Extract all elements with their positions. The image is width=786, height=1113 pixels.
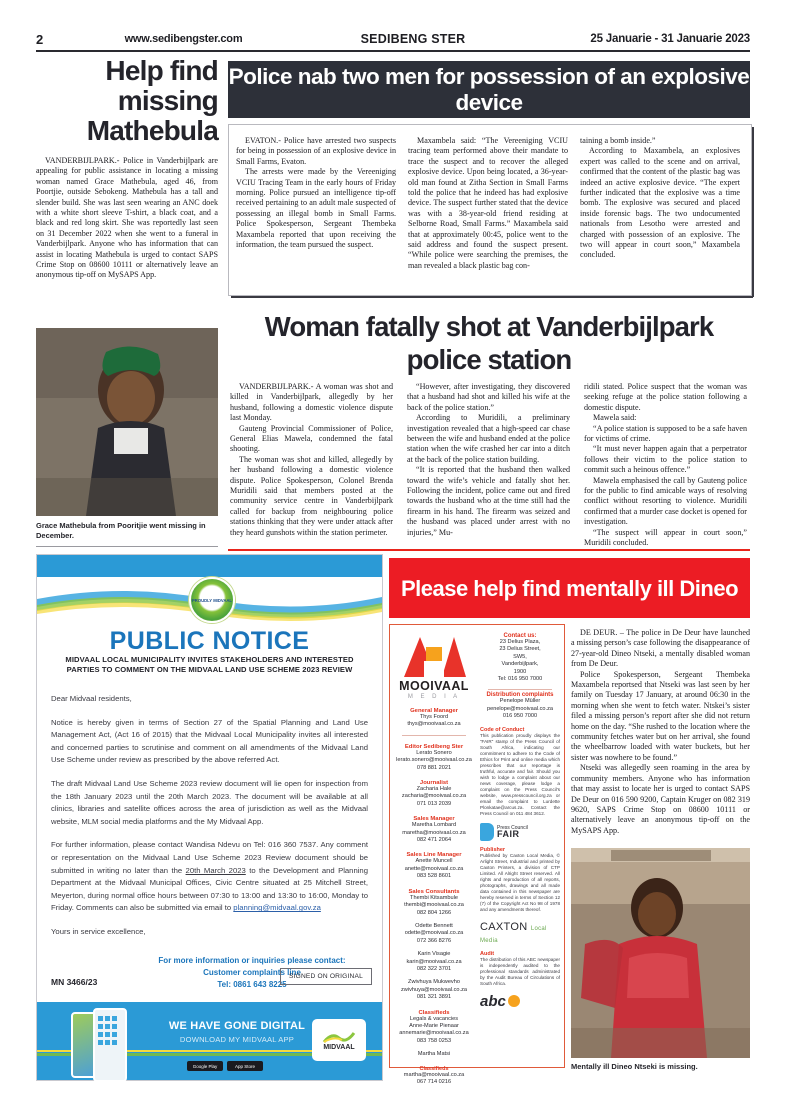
staff-email-8[interactable]: zwivhuya@mooivaal.co.za [401,986,467,993]
dineo-p3: Ntseki was allegedly seen roaming in the area by community members. Anyone who has information that may assist to locate her is urged to contact SAPS De Deur on 016 590 9200, Captain Kruger on 082 319 9620, SAPS Crime Stop on 08600 10111 or alternatively leave an anonymous tip-off on the MySAPS App. [571,763,750,835]
staff-role-5: Sales Consultants [408,888,460,895]
staff-role-9: Classifieds [418,1009,450,1016]
midvaal-app-label: MIDVAAL [323,1043,355,1051]
notice-para-2: The draft Midvaal Land Use Scheme 2023 review document will lie open for inspection from the 18th January 2023 until the 20th March 2023. The document will be available at all clinics, libraries and satellite offices across the area of jurisdiction as well as the Midvaal website, MLM social media platforms and the My Midvaal App. [51,778,368,826]
staff-email-3[interactable]: maretha@mooivaal.co.za [402,829,466,836]
staff-name-6: Odette Bennett [415,922,453,929]
staff-role-1: Editor Sedibeng Ster [404,743,464,750]
headline-woman-shot: Woman fatally shot at Vanderbijlpark police station [264,311,714,375]
staff-tel-5: 082 804 1266 [416,909,452,916]
audit-heading: Audit [480,950,495,957]
app-store-badge[interactable]: App Store [227,1061,263,1071]
phone-illustration-front [93,1008,127,1082]
staff-name-10: Anne-Marie Pienaar [409,1022,459,1029]
staff-role-4: Sales Line Manager [406,852,462,859]
audit-body: The distribution of this ABC newspaper is independently audited to the professional standards administrated by the Audit Bureau of Circulations of South Africa. [480,956,560,986]
contact-line-2: SW5, [513,653,527,660]
staff-tel-8: 081 321 3891 [416,994,452,1001]
advert-top-band [37,555,382,577]
digital-app-banner[interactable] [37,1002,382,1080]
press-council-label: Press Council [497,824,528,831]
left-column-rule [36,546,218,547]
fair-logo-text [497,825,528,839]
woman-col2-p1: “However, after investigating, they discovered that a husband had shot and killed his wife at the back of the police station.” [407,382,570,412]
headline-dineo: Please help find mentally ill Dineo [389,558,750,618]
contact-line-5: Tel: 016 950 7000 [497,676,543,683]
contact-heading: Contact us: [503,633,537,639]
mooivaal-contact-column [480,631,560,1010]
public-notice-title: PUBLIC NOTICE [109,627,310,655]
woman-col3-p5: Mawela emphasised the call by Gauteng police for the public to find amicable ways of resolving conflict without resorting to violence. Muridili confirmed that a murder case docket is opened for investigation. [584,475,747,527]
staff-tel-4: 083 528 8601 [416,873,452,880]
photo-dineo-ntseki [571,848,750,1058]
publisher-body: Published by Caxton Local Media, © Arlight Street, Industrial and printed by Caxton Printers, a division of CTP Limited. All Alright Street reserved. All rights and reproduction of all reports, photographs, drawings and all made data contained in this newspaper are hereby reserved in terms of Section 12 (7) of the Copyright Act No 98 of 1978 and any amendments thereof. [480,852,560,912]
caxton-logo [480,921,560,945]
notice-reference-number: MN 3466/23 [51,977,98,987]
dineo-p2: Police Spokesperson, Sergeant Thembeka Maxambela reportsed that Ntseki was last seen by her family on Tuesday 17 January, at around 06:30 in the morning when she went to fetch water. Ntskei’s sister filed a missing person’s report after she did not return home on the day. “She rushed to the location where the community fetches water but on her arrival, she found the wheelbarrow loaded with water buckets, but her sister was nowhere to be found.” [571,669,750,762]
notice-para-3a: For further information, please contact Wandisa Ndevu on Tel: 016 360 7537. Any comment or representation on the Midvaal Land Use Scheme 2023 Review document should be submitted in writing no later than the [51,840,368,875]
woman-col2-p2: According to Muridili, a preliminary investigation revealed that a high-speed car chase between the wife and husband ended at the police station when the wife crashed her car into a ditch at the back of the police station building. [407,413,570,464]
notice-contact-line-3: Tel: 0861 643 8225 [217,980,287,989]
woman-col1-p1: VANDERBIJLPARK.- A woman was shot and killed in Vanderbijlpark, allegedly by her husband, following a domestic violence dispute last Monday. [230,382,393,423]
red-divider-rule [228,549,750,551]
staff-email-0[interactable]: thys@mooivaal.co.za [407,721,461,728]
abc-logo [480,993,560,1010]
police-col1-p1: EVATON.- Police have arrested two suspects for being in possession of an explosive device in Small Farms, Evaton. [236,136,396,166]
staff-name-3: Maretha Lombard [411,822,457,829]
website-url[interactable]: www.sedibengster.com [124,33,243,45]
staff-tel-11: 067 714 0216 [416,1079,452,1085]
police-col2-p1: Maxambela said: “The Vereeniging VCIU tracing team performed above their mandate to trace the suspect and to recover the alleged explosive device. Upon being located, a 36-year-old man found at Zitha Section in Small Farms told the police that he indeed has had explosive device. The suspect further stated that the device was with a 38-year-old friend residing at Selborne Road, Small Farms.” Maxambela said that at approximately 00:45, police went to the said address and found the suspect present. “While police were searching the premises, the man revealed a black plastic bag con- [408,136,568,270]
staff-email-2[interactable]: zacharia@mooivaal.co.za [401,793,467,800]
staff-name-11: Martha Matsi [417,1051,451,1058]
staff-tel-9: 083 758 0253 [416,1037,452,1044]
signed-on-original-stamp: SIGNED ON ORIGINAL [280,968,372,985]
caption-dineo: Mentally ill Dineo Ntseki is missing. [571,1062,698,1071]
staff-name-1: Lerato Sonero [416,749,452,756]
contact-line-1: 23 Delius Street, [499,646,541,653]
public-notice-subtitle: MIDVAAL LOCAL MUNICIPALITY INVITES STAKEHOLDERS AND INTERESTED PARTIES TO COMMENT ON THE MIDVAAL LAND USE SCHEME 2023 REVIEW [65,655,354,675]
code-of-conduct-heading: Code of Conduct [480,726,525,733]
dineo-p1: DE DEUR. – The police in De Deur have launched a missing person’s case following the disappearance of 27-year-old Dineo Ntseki, a mentally disabled woman from De Deur. [571,628,750,669]
police-column-3 [580,136,740,271]
woman-col2-p3: “It is reported that the husband then walked toward the wife’s vehicle and fatally shot her. Following the incident, police came out and fired towards the husband who at the time still had the firearm in his hand. The firearm was seized and the husband was placed under arrest with no injuries,” Mu- [407,465,570,537]
mooivaal-media-masthead-box [389,624,565,1085]
police-column-1 [236,136,396,271]
publisher-heading: Publisher [480,846,506,853]
staff-email-1[interactable]: lerato.sonero@mooivaal.co.za [396,757,472,764]
woman-col3-p6: “The suspect will appear in court soon,” Muridili concluded. [584,527,747,548]
police-col3-p1: taining a bomb inside.” [580,136,656,145]
woman-column-2 [407,382,570,549]
distribution-name: Penelope Müller [499,698,541,705]
caption-mathebula: Grace Mathebula from Pooritjie went missing in December. [36,521,206,540]
staff-name-2: Zacharia Hale [416,786,452,793]
proudly-midvaal-badge: PROUDLY MIDVAAL [189,577,235,623]
mooivaal-staff-column [394,631,474,1086]
staff-tel-7: 082 322 3701 [416,965,452,972]
fair-book-icon [480,823,494,841]
headline-mathebula: Help find missing Mathebula [86,55,218,146]
woman-article-columns [230,382,748,549]
mooivaal-logo-icon [402,633,466,677]
staff-name-4: Anette Muncell [415,858,453,865]
fair-word: FAIR [497,828,520,839]
article-dineo [571,628,750,836]
mooivaal-brand-name: MOOIVAAL [399,679,469,693]
woman-col3-p4: “It must never happen again that a perpetrator follows their victim to the police station to commit such a heinous offence.” [584,444,747,475]
notice-para-3 [51,839,368,915]
public-notice-advert [36,554,383,1081]
midvaal-app-icon [312,1019,366,1061]
notice-para-1: Notice is hereby given in terms of Section 27 of the Spatial Planning and Land Use Management Act, (Act 16 of 2015) that the Midvaal Local Municipality invites all interested and concerned parties to scrutinise and comment on all amendments of the Midvaal Land Use Scheme under review as prescribed by the above referred Act. [51,717,368,765]
contact-divider [488,689,552,690]
issue-date: 25 Januarie - 31 Januarie 2023 [590,33,750,45]
publication-title: SEDIBENG STER [360,32,466,46]
staff-email-11[interactable]: martha@mooivaal.co.za [403,1071,465,1078]
woman-col3-p2: Mawela said: [593,413,637,423]
staff-role-12: Classifieds [419,1065,449,1072]
staff-email-4[interactable]: anette@mooivaal.co.za [404,865,464,872]
staff-role-2: Journalist [419,780,449,787]
digital-banner-subtitle: DOWNLOAD MY MIDVAAL APP [179,1035,295,1044]
notice-para-3b: to the Development and Planning Department at the Midvaal Municipal Offices, Civic Centre situated at 25 Mitchell Street, Meyerton, during normal office hours between 07:30 to 13:00 and 13:30 to 16:00, Monday to Friday. Comments can also be submitted via email to [51,865,368,913]
staff-role-0: General Manager [410,708,458,714]
staff-name-8: Zwivhuya Mukwevho [408,979,460,986]
notice-contact-line-2: Customer complaints line [203,968,301,977]
google-play-badge[interactable]: Google Play [187,1061,223,1071]
police-column-2 [408,136,568,271]
notice-email-link[interactable]: planning@midvaal.gov.za [233,903,321,913]
code-of-conduct-body: This publication proudly displays the “FAIR” stamp of the Press Council of South Africa, indicating our commitment to adhere to the Code of Ethics for Print and online media which prescribes that our reportage is truthful, accurate and fair. Should you wish to lodge a complaint about our news coverage, please lodge a complaint on the Press Council's website, www.presscouncil.org.za or email the complaint to Lurdette Plonkatae@arcus.za. Contact the Press Council on 011 484 3612. [480,732,560,816]
staff-tel-1: 078 881 2021 [416,764,452,771]
distribution-tel: 016 950 7000 [502,713,538,720]
abc-wordmark: abc [480,992,506,1010]
staff-name-0: Thys Foord [419,714,449,720]
staff-name-7: Karin Visagie [417,951,451,958]
woman-col3-p3: “A police station is supposed to be a safe haven for victims of crime. [584,423,747,444]
police-article-columns [236,136,742,271]
woman-col3-p1: ridili stated. Police suspect that the woman was seeking refuge at the police station following a domestic dispute. [584,382,747,412]
woman-col1-p2: Gauteng Provincial Commissioner of Police, General Elias Mawela, condemned the fatal shooting. [230,423,393,454]
staff-name-5: Thembi Kitsambule [410,894,458,901]
staff-email-6[interactable]: odette@mooivaal.co.za [404,930,464,937]
digital-banner-title: WE HAVE GONE DIGITAL [168,1020,306,1032]
page-number: 2 [36,31,44,47]
article-mathebula [36,156,218,281]
notice-deadline-date: 20th March 2023 [185,865,246,875]
masthead-rule [36,50,750,52]
app-store-badges[interactable] [187,1061,263,1071]
staff-tel-2: 071 013 2039 [416,800,452,807]
contact-line-4: 1900 [513,668,527,675]
woman-column-1 [230,382,393,549]
notice-contact-line-1: For more information or inquiries please contact: [158,956,346,965]
mooivaal-brand-sub: M E D I A [407,694,461,700]
headline-police-nab: Police nab two men for possession of an explosive device [228,61,750,118]
staff-email-7[interactable]: karin@mooivaal.co.za [406,958,462,965]
distribution-heading: Distribution complaints [486,692,554,699]
contact-line-0: 23 Delius Plaza, [499,639,541,645]
staff-tel-3: 082 471 2064 [416,837,452,844]
police-col1-p2: The arrests were made by the Vereeniging VCIU Tracing Team in the early hours of Friday morning. Police pursued an intelligence tip-off received pertaining to an adult male suspected of possessing an illegal bomb in Small Farms. Police Spokesperson, Sergeant Thembeka Maxambela reported that upon receiving the information, the team pursued the suspect. [236,167,396,250]
staff-divider-0 [402,735,466,736]
woman-col1-p3: The woman was shot and killed, allegedly by her husband following a domestic violence dispute. Police Spokesperson, Colonel Brenda Muridili said that members posted at the community service centre in Vanderbijlpark called for backup from neighbouring police stations thinking that they were under attack after they heard gunshots within the station perimeter. [230,454,393,537]
contact-line-3: Vanderbijlpark, [501,661,539,668]
staff-tel-6: 072 366 8276 [416,937,452,944]
article-mathebula-body: VANDERBIJLPARK.- Police in Vanderbijlpark are appealing for public assistance in locating a missing woman named Grace Mathebula, aged 46, from Poortjie, outside Sebokeng. Mathebula has a tall and slender build. She was last seen wearing an ANC doek with a white short sleeve T-shirt, a black coat, and a black and red long skirt. She was reportedly last seen on 31 December 2022 when she went to a funeral in Vanderbijlpark. Anyone who has information that can assist in locating Mathebula is urged to contact SAPS Crime Stop on 08600 10111 or alternatively leave an anonymous tip-off on MySAPS App. [36,156,218,280]
staff-name-9: Legals & vacancies [409,1015,459,1022]
police-col3-p2: According to Maxambela, an explosives expert was called to the scene and on arrival, confirmed that the content of the plastic bag was indeed an active explosive device. “The expert further indicated that the explosive was a time bomb. The explosive was secured and placed inside forensic bags. The two undocumented nationals from Lesotho were arrested and charged with possession of an explosive. The two will appear in court soon,” Maxambela concluded. [580,146,740,260]
press-council-fair-logo [480,823,560,841]
abc-dot-icon [508,995,520,1007]
notice-closing: Yours in service excellence, [51,926,146,936]
masthead [36,28,750,50]
caxton-wordmark: CAXTON [480,920,528,933]
caxton-sub: Local Media [480,925,547,944]
distribution-email[interactable]: penelope@mooivaal.co.za [486,705,553,712]
photo-grace-mathebula [36,328,218,516]
notice-salutation: Dear Midvaal residents, [51,694,132,703]
staff-email-9[interactable]: annemarie@mooivaal.co.za [399,1030,469,1037]
staff-role-3: Sales Manager [413,816,455,823]
public-notice-body [51,693,368,950]
staff-email-5[interactable]: thembi@mooivaal.co.za [404,902,464,909]
woman-column-3 [584,382,747,549]
